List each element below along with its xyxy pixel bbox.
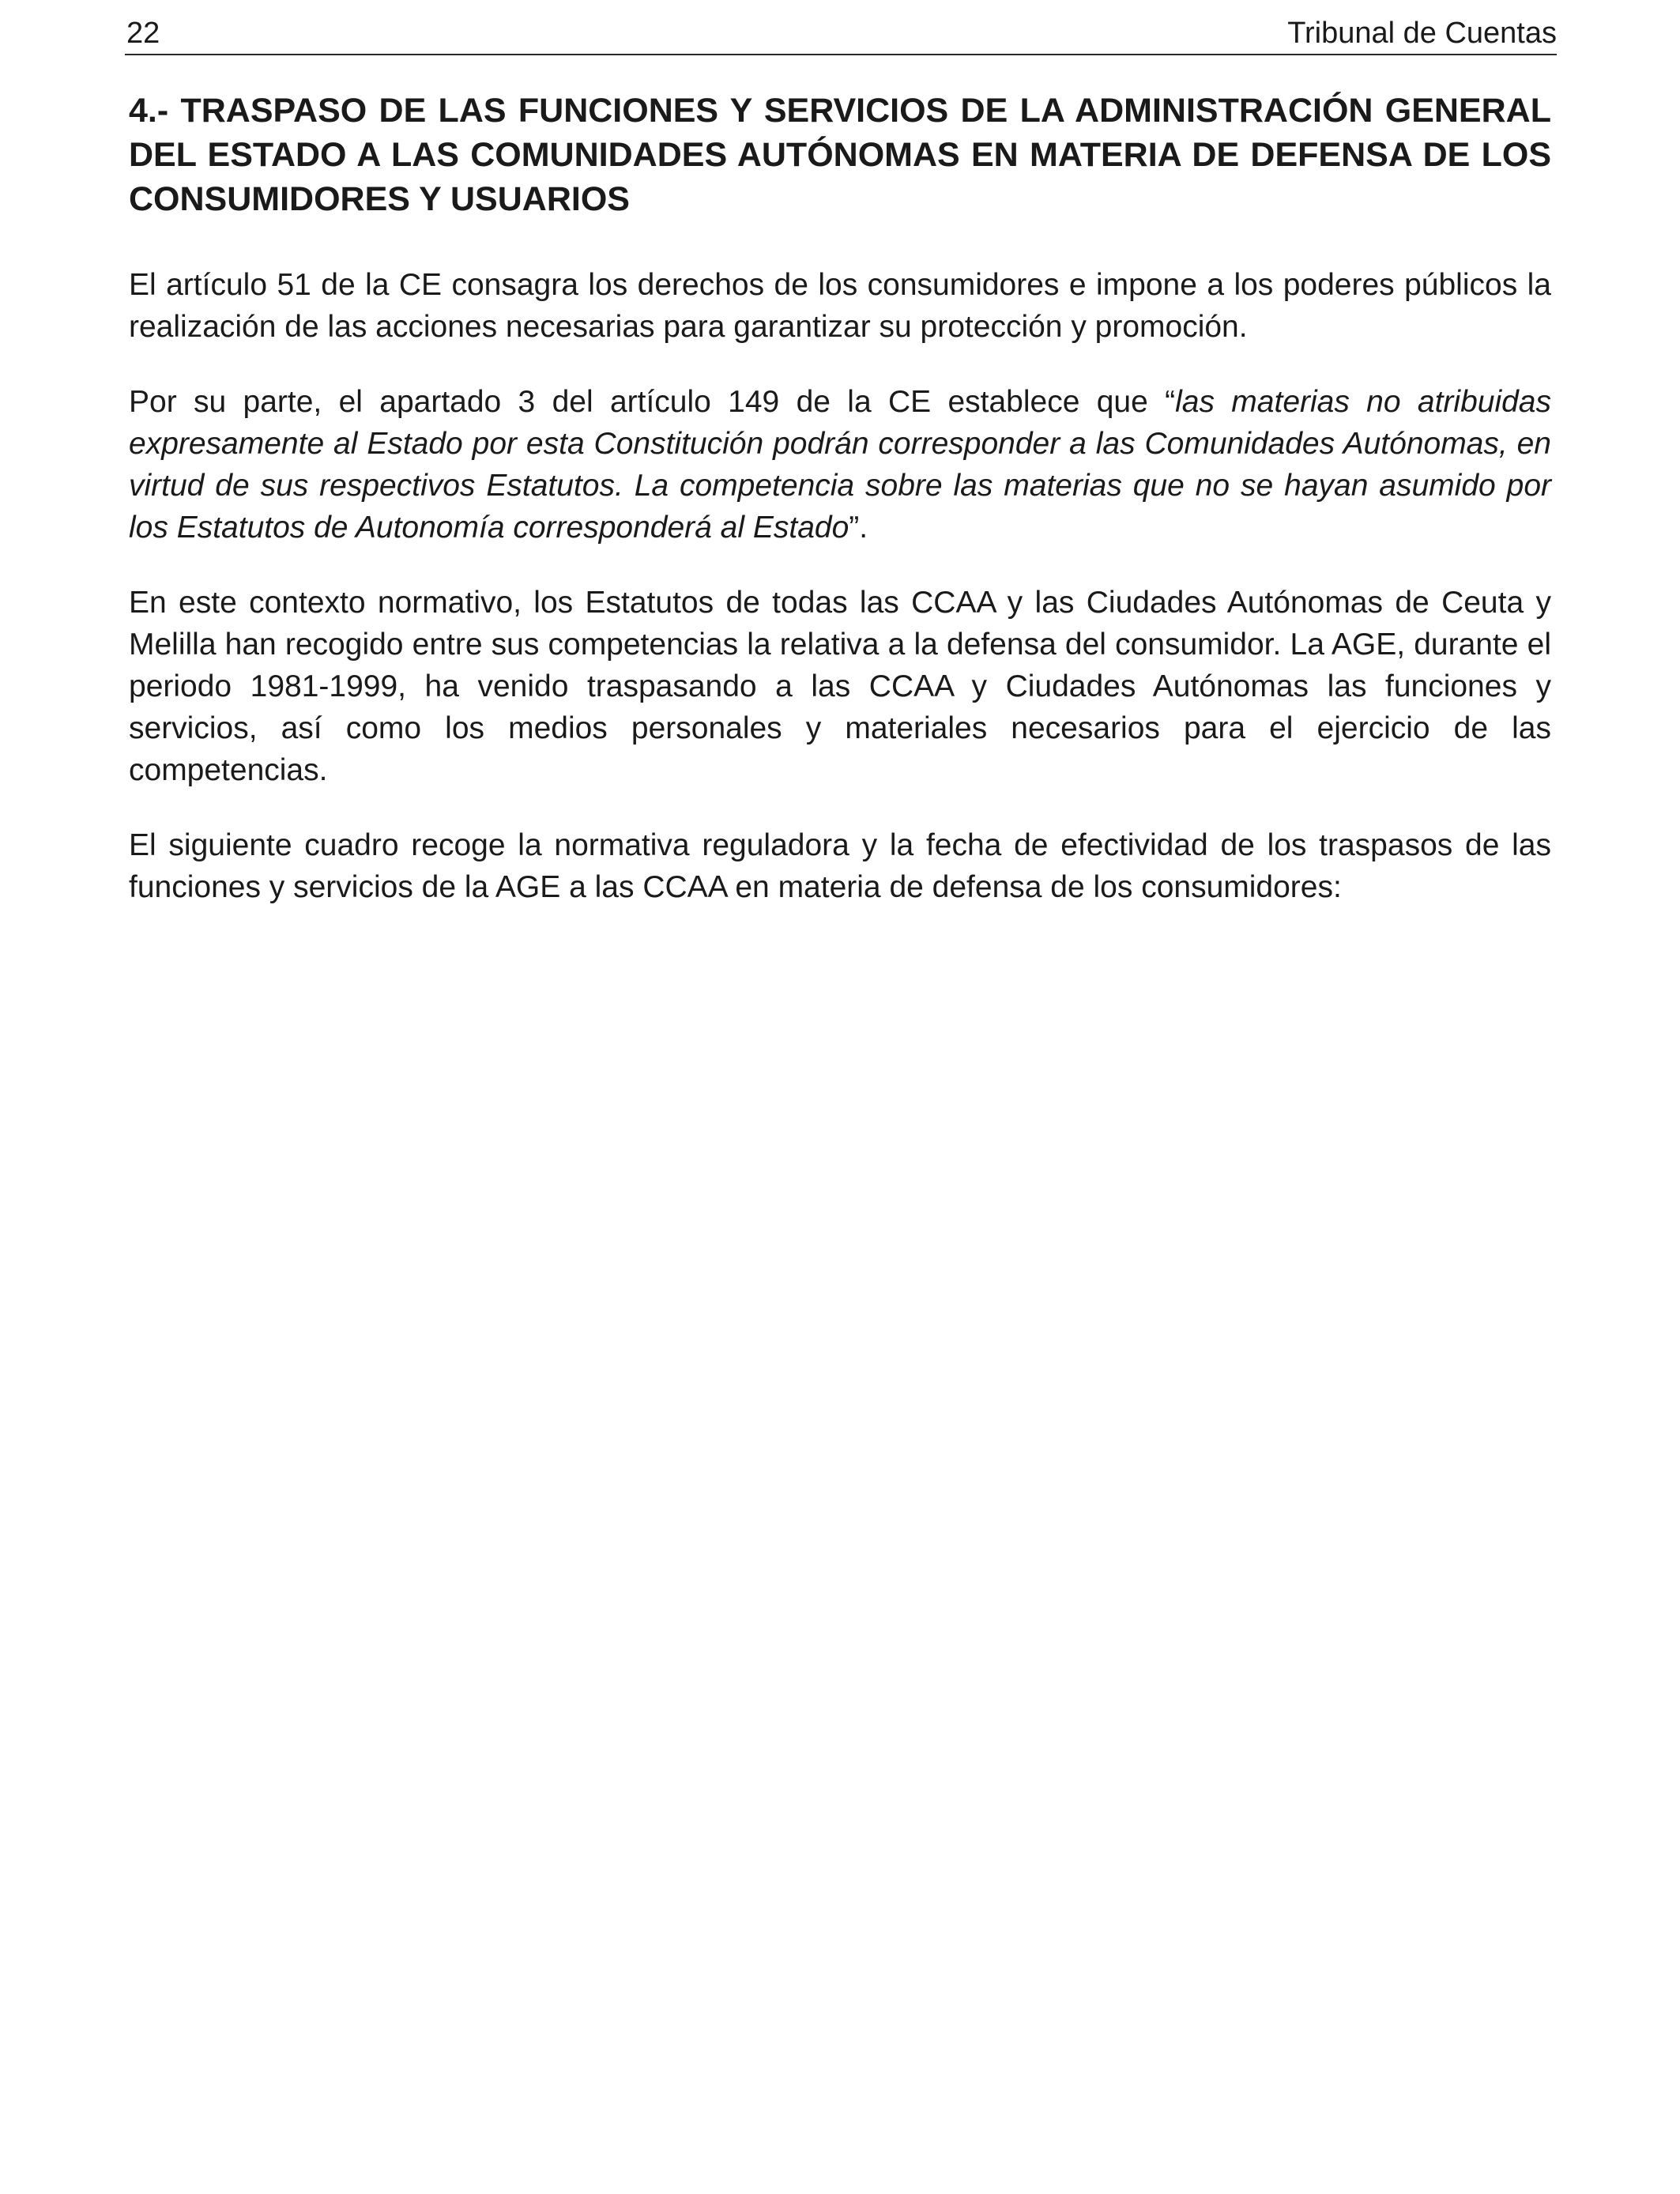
section-heading: 4.- TRASPASO DE LAS FUNCIONES Y SERVICIOS DE LA ADMINISTRACIÓN GENERAL DEL ESTADO A LAS COMUNIDADES AUTÓNOMAS EN MATERIA DE DEFENSA DE LOS CONSUMIDORES Y USUARIOS <box>129 92 1551 218</box>
paragraph-article-51: El artículo 51 de la CE consagra los derechos de los consumidores e impone a los poderes públicos la realización de las acciones necesarias para garantizar su protección y promoción. <box>129 268 1551 344</box>
running-header <box>126 8 1557 54</box>
page-number: 22 <box>126 17 160 50</box>
paragraph-article-149 <box>129 381 1551 548</box>
constitution-quote: las materias no atribuidas expresamente al Estado por esta Constitución podrán corresponder a las Comunidades Autónomas, en virtud de sus respectivos Estatutos. La competencia sobre las materias que no se hayan asumido por los Estatutos de Autonomía corresponderá al Estado <box>129 385 1551 545</box>
paragraph-article-149-lead: Por su parte, el apartado 3 del artículo 149 de la CE establece que “ <box>129 385 1176 419</box>
page-body <box>129 89 1551 941</box>
publisher-name: Tribunal de Cuentas <box>1287 17 1557 50</box>
header-divider <box>125 54 1557 55</box>
paragraph-statutes-context: En este contexto normativo, los Estatutos de todas las CCAA y las Ciudades Autónomas de Ceuta y Melilla han recogido entre sus competencias la relativa a la defensa del consumidor. La AGE, durante el periodo 1981-1999, ha venido traspasando a las CCAA y Ciudades Autónomas las funciones y servicios, así como los medios personales y materiales necesarios para el ejercicio de las competencias. <box>129 586 1551 787</box>
paragraph-article-149-tail: ”. <box>849 511 868 545</box>
paragraph-table-intro: El siguiente cuadro recoge la normativa reguladora y la fecha de efectividad de los traspasos de las funciones y servicios de la AGE a las CCAA en materia de defensa de los consumidores: <box>129 828 1551 904</box>
